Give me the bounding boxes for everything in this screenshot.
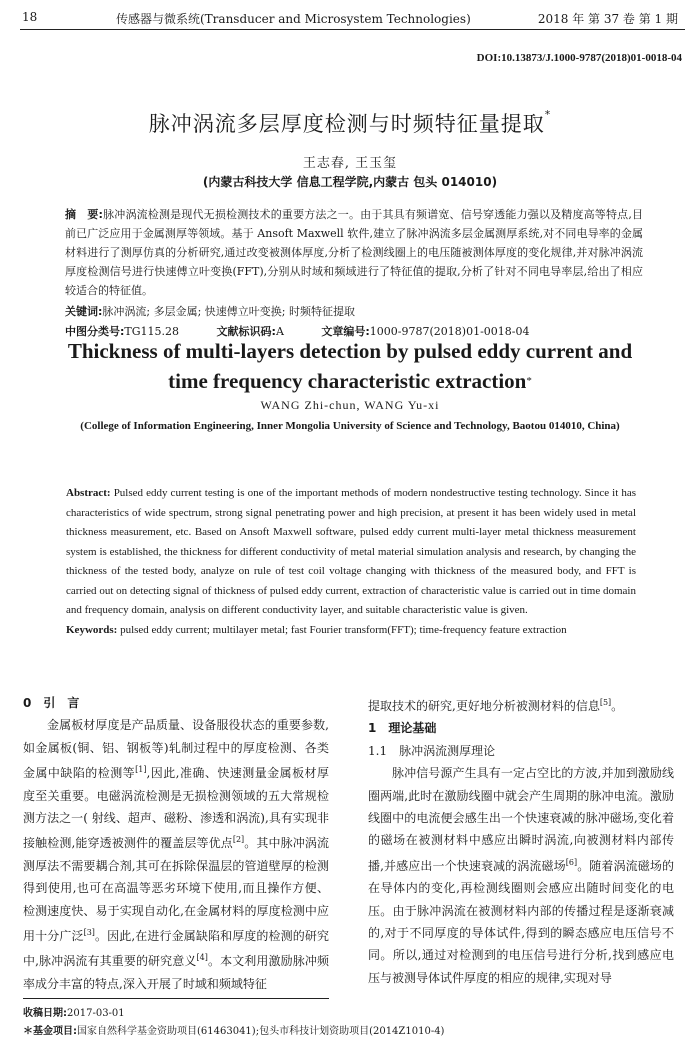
fund-label: ＊基金项目:: [23, 1026, 77, 1037]
footnote-fund: [23, 1022, 444, 1037]
en-affiliation: (College of Information Engineering, Inner Mongolia University of Science and Technology, Baotou 014010, China): [80, 420, 620, 432]
sec0-text-c: 。其中脉冲涡流测厚法不需要耦合剂,其可在拆除保温层的管道壁厚的检测得到使用,也可在高温等恶劣环境下使用,而且操作方便、检测速度快、易于实现自动化,在金属材料的厚度检测中应用十分广泛: [23, 836, 329, 944]
en-authors: WANG Zhi-chun, WANG Yu-xi: [260, 398, 440, 412]
citation-2[interactable]: [2]: [232, 835, 245, 845]
en-title-line2: time frequency characteristic extraction: [168, 369, 527, 393]
received-date: 2017-03-01: [67, 1008, 125, 1019]
cn-abstract: [65, 205, 643, 300]
cn-title-text: 脉冲涡流多层厚度检测与时频特征量提取: [148, 112, 545, 136]
journal-name: 传感器与微系统(Transducer and Microsystem Technologies): [116, 12, 471, 26]
citation-6[interactable]: [6]: [565, 857, 578, 867]
en-keywords-text: pulsed eddy current; multilayer metal; fast Fourier transform(FFT); time-frequency feature extraction: [120, 623, 567, 636]
doi[interactable]: DOI:10.13873/J.1000-9787(2018)01-0018-04: [476, 52, 682, 64]
cn-abstract-label: 摘 要:: [65, 208, 103, 221]
continued-paragraph: [368, 692, 674, 717]
footnote-rule: [23, 998, 329, 999]
cn-keywords-label: 关键词:: [65, 305, 103, 318]
clc-label: 中图分类号:: [65, 325, 125, 338]
sec0-text-e: 。本文利用激励脉冲频率成分丰富的特点,深入开展了时域和频域特征: [23, 954, 329, 991]
en-keywords-label: Keywords:: [66, 623, 118, 636]
page-number: 18: [22, 10, 38, 24]
cn-title: [0, 108, 700, 138]
doc-code-value: A: [275, 325, 284, 338]
header-rule: [20, 29, 685, 30]
sec0-text-b: ,因此,准确、快速测量金属板材厚度至关重要。电磁涡流检测是无损检测领域的五大常规检测方法之一( 射线、超声、磁粉、渗透和涡流),具有实现非接触检测,能穿透被测件的覆盖层等优点: [23, 766, 329, 851]
citation-5[interactable]: [5]: [599, 698, 612, 707]
cn-authors: 王志春, 王玉玺: [302, 156, 398, 171]
citation-3[interactable]: [3]: [83, 928, 95, 938]
footnote-received: [23, 1004, 125, 1019]
body-right-column: [368, 692, 674, 989]
sec0-text-a: 金属板材厚度是产品质量、设备服役状态的重要参数,如金属板(铜、铝、钢板等)轧制过程中的厚度检测、各类金属中缺陷的检测等: [23, 718, 329, 781]
right-text-a: 提取技术的研究,更好地分析被测材料的信息: [368, 699, 600, 713]
body-left-column: [23, 692, 329, 995]
right-text-b: 。: [611, 699, 624, 713]
sec0-text-d: 。因此,在进行金属缺陷和厚度的检测的研究中,脉冲涡流有其重要的研究意义: [23, 929, 329, 969]
section-1-1-title: 1.1 脉冲涡流测厚理论: [368, 743, 496, 758]
en-abstract-label: Abstract:: [66, 487, 111, 499]
received-label: 收稿日期:: [23, 1008, 67, 1019]
citation-1[interactable]: [1]: [135, 765, 147, 775]
clc-value: TG115.28: [124, 325, 180, 338]
fund-text: 国家自然科学基金资助项目(61463041);包头市科技计划资助项目(2014Z1010-4): [77, 1026, 445, 1037]
en-abstract-text: Pulsed eddy current testing is one of the important methods of modern nondestructive testing technology. Since it has characteristics of wide spectrum, strong signal penetrating power and high precision, at present it has been widely used in metal thickness measurement, etc. Based on Ansoft Maxwell software, pulsed eddy current multi-layer metal thickness measurement system is established, the thickness for different conductivity of metal material simulation analysis and research, by changing the thickness of the tested body, analyze on rule of test coil voltage changing with thickness of the measured body, and FFT is carried out on detecting signal of thickness of pulsed eddy current, extraction of characteristic value is carried out in time domain and frequency domain, analysis on different conductivity layer, and suitable characteristic value is given.: [66, 487, 637, 616]
cn-keywords-text: 脉冲涡流; 多层金属; 快速傅立叶变换; 时频特征提取: [102, 305, 356, 318]
section-1-title: 1 理论基础: [368, 721, 437, 736]
section-0-paragraph: [23, 714, 329, 995]
en-title: [0, 336, 700, 396]
doc-code-label: 文献标识码:: [216, 325, 276, 338]
en-title-mark: *: [526, 375, 532, 387]
sec11-text-b: 。随着涡流磁场的在导体内的变化,再检测线圈则会感应出随时间变化的电压。由于脉冲涡流在被测材料内部的传播过程是逐渐衰减的,对于不同厚度的导体试件,得到的瞬态感应电压信号不同。所以,通过对检测到的电压信号进行分析,找到感应电压与被测导体试件厚度的相应的规律,实现对导: [368, 858, 674, 985]
article-no-label: 文章编号:: [321, 325, 370, 338]
article-no-value: 1000-9787(2018)01-0018-04: [369, 325, 530, 338]
citation-4[interactable]: [4]: [196, 953, 208, 963]
sec11-text-a: 脉冲信号源产生具有一定占空比的方波,并加到激励线圈两端,此时在激励线圈中就会产生周期的脉冲电流。激励线圈中的电流便会感生出一个快速衰减的脉冲磁场,变化着的磁场在被测材料中感应出瞬时涡流,向被测材料内部传播,并感应出一个快速衰减的涡流磁场: [368, 766, 674, 873]
en-title-line1: Thickness of multi-layers detection by pulsed eddy current and: [67, 339, 633, 363]
section-0-title: 0 引 言: [23, 696, 80, 710]
cn-keywords: [65, 303, 355, 319]
en-abstract: [66, 484, 636, 640]
section-1-1-paragraph: [368, 762, 674, 989]
issue-info: 2018 年 第 37 卷 第 1 期: [537, 12, 678, 26]
cn-affiliation: (内蒙古科技大学 信息工程学院,内蒙古 包头 014010): [202, 175, 498, 189]
cn-abstract-text: 脉冲涡流检测是现代无损检测技术的重要方法之一。由于其具有频谱宽、信号穿透能力强以及精度高等特点,目前已广泛应用于金属测厚等领域。基于 Ansoft Maxwell 软件,建立了脉冲涡流多层金属测厚系统,对不同电导率的金属材料进行了测厚仿真的分析研究,通过改变被测体厚度,分析了检测线圈上的电压随被测体厚度的变化规律,并对脉冲涡流厚度检测信号进行快速傅立叶变换(FFT),分别从时域和频域进行了特征值的提取,分析了针对不同电导率层,给出了相应较适合的特征值。: [65, 208, 643, 297]
cn-title-mark: *: [544, 108, 552, 121]
en-title-line2-wrap: [0, 366, 700, 396]
